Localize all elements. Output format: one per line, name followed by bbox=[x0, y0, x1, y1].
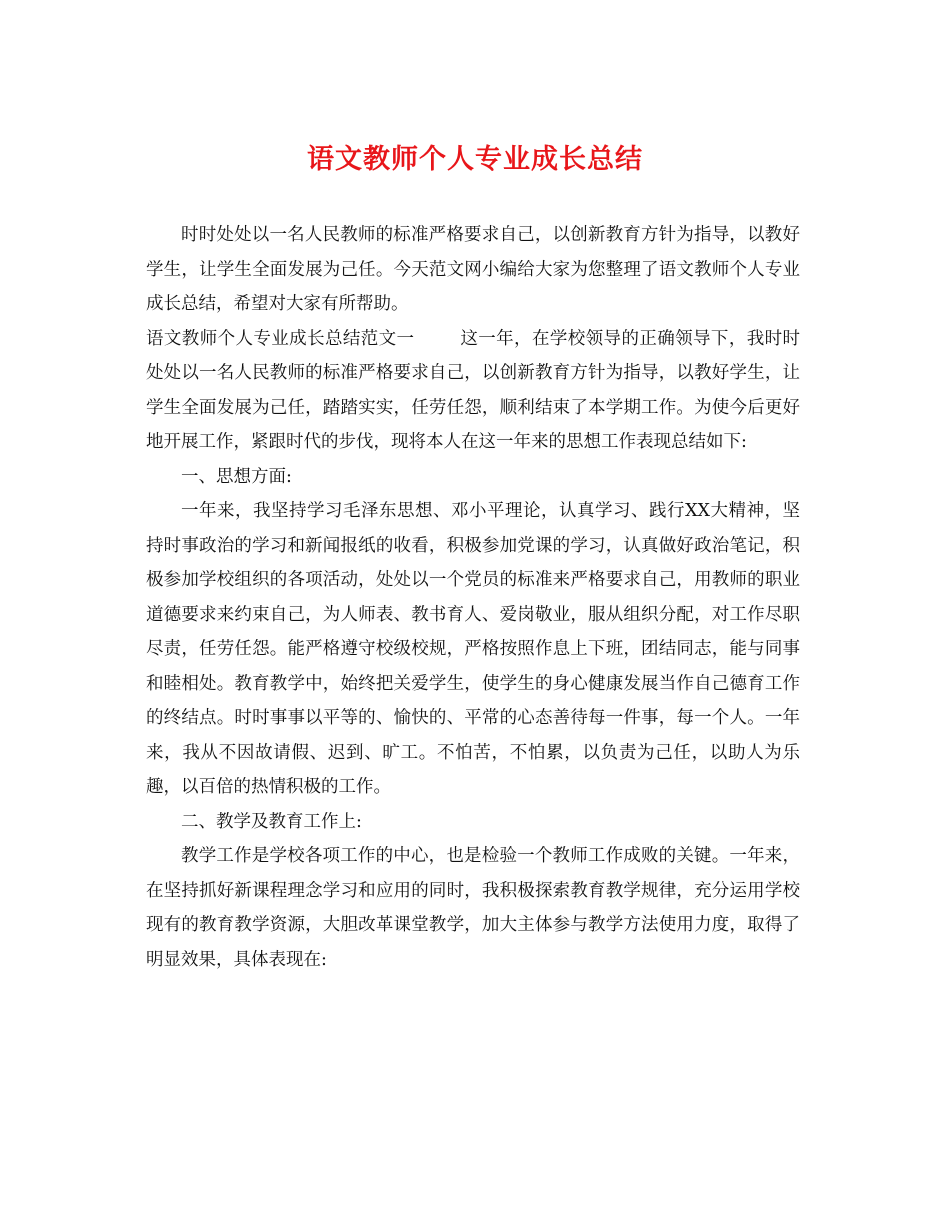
sample-paragraph bbox=[146, 322, 800, 460]
intro-paragraph: 时时处处以一名人民教师的标准严格要求自己，以创新教育方针为指导，以教好学生，让学生全面发展为己任。今天范文网小编给大家为您整理了语文教师个人专业成长总结，希望对大家有所帮助。 bbox=[146, 225, 800, 314]
section2-heading: 二、教学及教育工作上: bbox=[181, 811, 362, 832]
section1-paragraph: 一年来，我坚持学习毛泽东思想、邓小平理论，认真学习、践行XX大精神，坚持时事政治的学习和新闻报纸的收看，积极参加党课的学习，认真做好政治笔记，积极参加学校组织的各项活动，处处以一个党员的标准来严格要求自己，用教师的职业道德要求来约束自己，为人师表、教书育人、爱岗敬业，服从组织分配，对工作尽职尽责，任劳任怨。能严格遵守校级校规，严格按照作息上下班，团结同志，能与同事和睦相处。教育教学中，始终把关爱学生，使学生的身心健康发展当作自己德育工作的终结点。时时事事以平等的、愉快的、平常的心态善待每一件事，每一个人。一年来，我从不因故请假、迟到、旷工。不怕苦，不怕累，以负责为己任，以助人为乐趣，以百倍的热情积极的工作。 bbox=[146, 501, 800, 797]
sample-heading: 语文教师个人专业成长总结范文一 bbox=[146, 328, 415, 349]
document-title: 语文教师个人专业成长总结 bbox=[307, 144, 643, 175]
section1-heading: 一、思想方面: bbox=[181, 466, 292, 487]
document-body bbox=[146, 218, 800, 977]
section2-paragraph: 教学工作是学校各项工作的中心，也是检验一个教师工作成败的关键。一年来，在坚持抓好新课程理念学习和应用的同时，我积极探索教育教学规律，充分运用学校现有的教育教学资源，大胆改革课堂教学，加大主体参与教学方法使用力度，取得了明显效果，具体表现在: bbox=[146, 846, 800, 970]
sample-opening-text: 这一年，在学校领导的正确领导下，我时时处处以一名人民教师的标准严格要求自己，以创新教育方针为指导，以教好学生，让学生全面发展为己任，踏踏实实，任劳任怨，顺利结束了本学期工作。为使今后更好地开展工作，紧跟时代的步伐，现将本人在这一年来的思想工作表现总结如下: bbox=[146, 328, 801, 452]
